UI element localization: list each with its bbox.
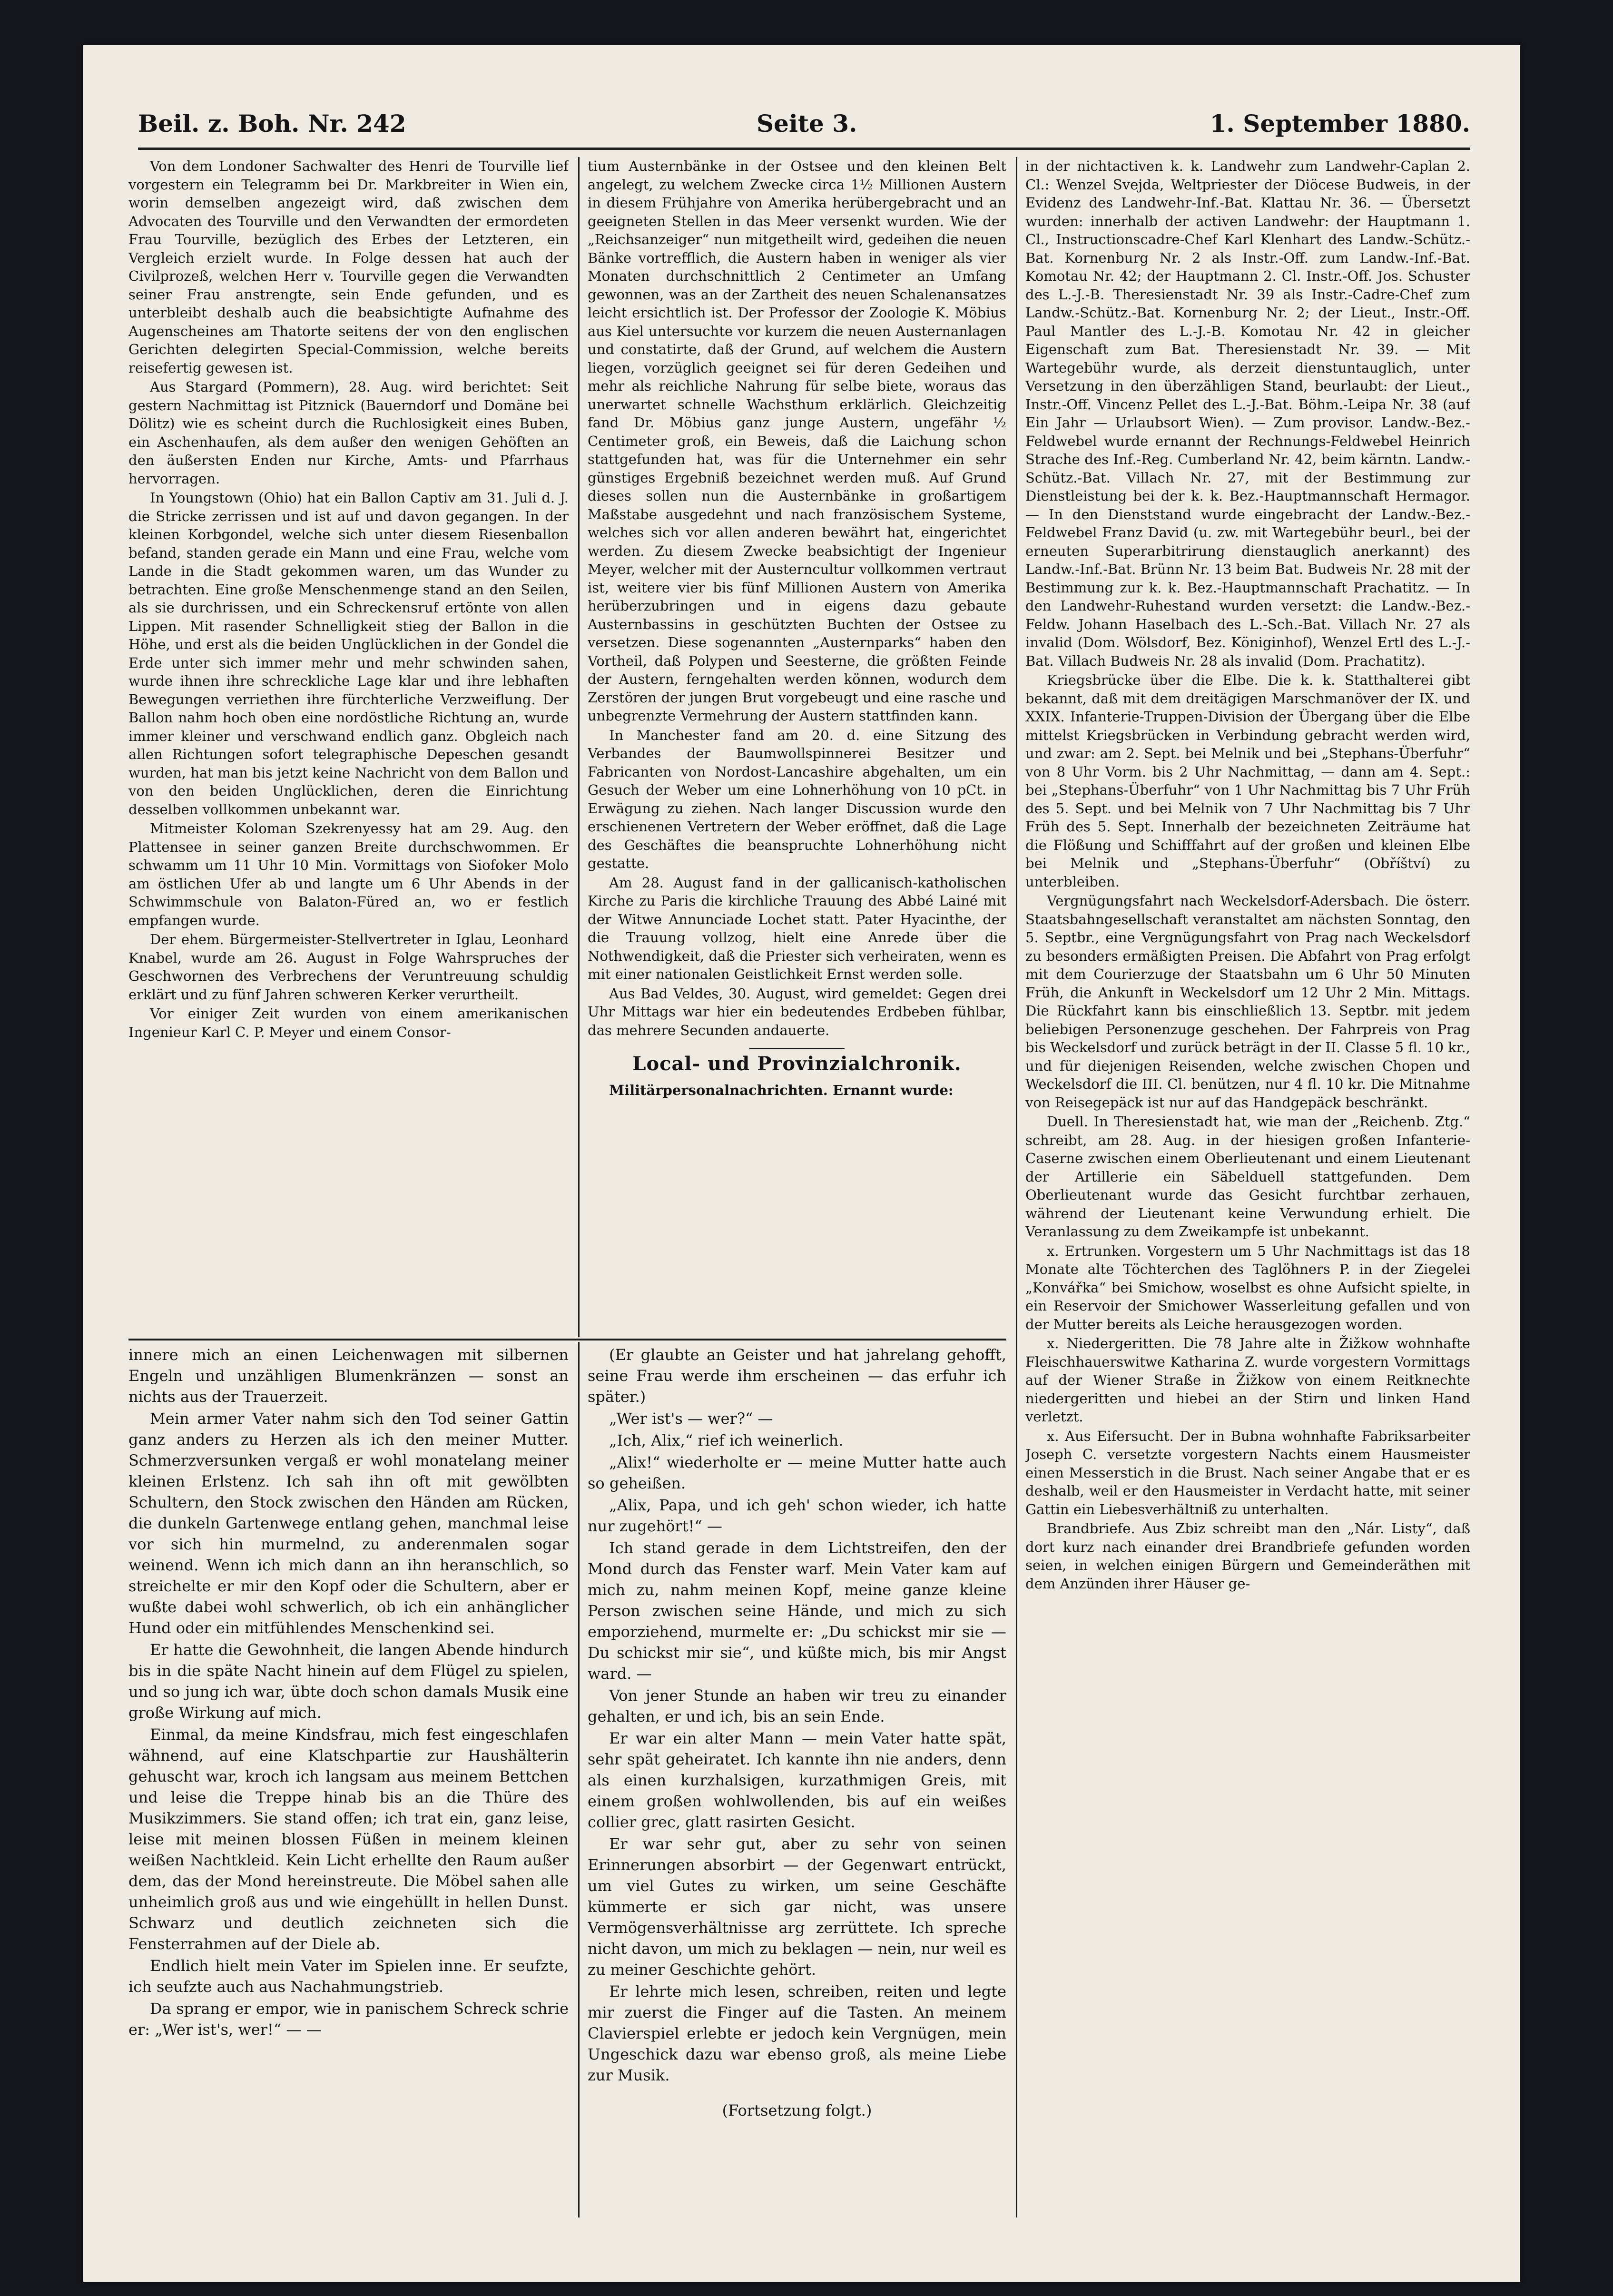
news-item-veldes: Aus Bad Veldes, 30. August, wird gemeldet: Gegen drei Uhr Mittags war hier ein bedeutendes Erdbeben fühlbar, das mehrere Secunden andauerte. xyxy=(588,985,1006,1038)
serial-paragraph: Er lehrte mich lesen, schreiben, reiten und legte mir zuerst die Finger auf die Tasten. An meinem Clavierspiel erlebte er jedoch kein Vergnügen, mein Ungeschick dazu war ebenso groß, als meine Liebe zur Musik. xyxy=(588,1982,1006,2084)
header-rule xyxy=(138,148,1470,150)
news-item-kriegsbruecke: Kriegsbrücke über die Elbe. Die k. k. Statthalterei gibt bekannt, daß mit dem dreitägigen Marschmanöver der IX. und XXIX. Infanterie-Truppen-Division der Übergang über die Elbe mittelst Kriegsbrücken in Verbindung gebracht werden wird, und zwar: am 2. Sept. bei Melnik und bei „Stephans-Überfuhr“ von 8 Uhr Vorm. bis 2 Uhr Nachmittag, — dann am 4. Sept.: bei „Stephans-Überfuhr“ von 1 Uhr Nachmittag bis 7 Uhr Früh des 5. Sept. und bei Melnik von 7 Uhr Nachmittag bis 7 Uhr Früh des 5. Sept. Innerhalb der bezeichneten Zeiträume hat die Flößung und Schifffahrt auf der großen und kleinen Elbe bei Melnik und „Stephans-Überfuhr“ (Obříštví) zu unterbleiben. xyxy=(1025,672,1470,890)
section-divider xyxy=(749,1048,845,1049)
serial-paragraph: Von jener Stunde an haben wir treu zu einander gehalten, er und ich, bis an sein Ende. xyxy=(588,1686,1006,1725)
news-item-manchester: In Manchester fand am 20. d. eine Sitzung des Verbandes der Baumwollspinnerei Besitzer und Fabricanten von Nordost-Lancashire abgehalten, um ein Gesuch der Weber um eine Lohnerhöhung von 10 pCt. in Erwägung zu ziehen. Nach langer Discussion wurde den erschienenen Vertretern der Weber eröffnet, daß die Lage des Geschäftes die beanspruchte Lohnerhöhung nicht gestatte. xyxy=(588,727,1006,871)
serial-paragraph: Mein armer Vater nahm sich den Tod seiner Gattin ganz anders zu Herzen als ich den meiner Mutter. Schmerzversunken vergaß er wohl monatelang meiner kleinen Erlstenz. Ich sah ihn oft mit gewölbten Schultern, den Stock zwischen den Händen am Rücken, die dunkeln Gartenwege entlang gehen, manchmal leise vor sich hin murmelnd, zu anderenmalen sogar weinend. Wenn ich mich dann an ihn heranschlich, so streichelte er mir den Kopf oder die Schultern, aber er wußte dabei wohl schwerlich, ob ich ein anhänglicher Hund oder ein mitfühlendes Menschenkind sei. xyxy=(128,1409,569,1637)
news-item-plattensee: Mitmeister Koloman Szekrenyessy hat am 29. Aug. den Plattensee in seiner ganzen Breite durchschwommen. Er schwamm um 11 Uhr 10 Min. Vormittags von Siofoker Molo am östlichen Ufer ab und langte um 6 Uhr Abends in der Schwimmschule von Balaton-Füred an, wo er festlich empfangen wurde. xyxy=(128,820,569,928)
news-item-austern: tium Austernbänke in der Ostsee und den kleinen Belt angelegt, zu welchem Zwecke circa 1½ Millionen Austern in diesem Frühjahre von Amerika herübergebracht und an geeigneten Stellen in das Meer versenkt wurden. Wie der „Reichsanzeiger“ nun mitgetheilt wird, gedeihen die neuen Bänke vortrefflich, die Austern haben in weniger als vier Monaten durchschnittlich 2 Centimeter an Umfang gewonnen, was an der Zartheit des neuen Schalenansatzes leicht ersichtlich ist. Der Professor der Zoologie K. Möbius aus Kiel untersuchte vor kurzem die neuen Austernanlagen und constatirte, daß der Grund, auf welchem die Austern liegen, vorzüglich geeignet sei für deren Gedeihen und mehr als reichliche Nahrung für selbe biete, woraus das unerwartet schnelle Wachsthum erklärlich. Gleichzeitig fand Dr. Möbius ganz junge Austern, ungefähr ½ Centimeter groß, ein Beweis, daß die Laichung schon stattgefunden hat, was für die Unternehmer ein sehr günstiges Ergebniß bezeichnet werden muß. Auf Grund dieses sollen nun die Austernbänke in großartigem Maßstabe ausgedehnt und nach französischem Systeme, welches sich vor allen anderen bewährt hat, eingerichtet werden. Zu diesem Zwecke beabsichtigt der Ingenieur Meyer, welcher mit der Austerncultur vollkommen vertraut ist, weitere vier bis fünf Millionen Austern von Amerika herüberzubringen und in eigens dazu gebaute Austernbassins in geschützten Buchten der Ostsee zu versetzen. Diese sogenannten „Austernparks“ haben den Vortheil, daß Polypen und Seesterne, die größten Feinde der Austern, ferngehalten werden können, wodurch dem Zerstören der jungen Brut vorgebeugt und eine rasche und unbegrenzte Vermehrung der Austern stattfinden kann. xyxy=(588,158,1006,724)
news-item-vergnuegungsfahrt: Vergnügungsfahrt nach Weckelsdorf-Adersbach. Die österr. Staatsbahngesellschaft veranstaltet am nächsten Sonntag, den 5. Septbr., eine Vergnügungsfahrt von Prag nach Weckelsdorf zu besonders ermäßigten Preisen. Die Abfahrt von Prag erfolgt mit dem Courierzuge der Staatsbahn um 6 Uhr 50 Minuten Früh, die Ankunft in Weckelsdorf um 12 Uhr 2 Min. Mittags. Die Rückfahrt kann bis einschließlich 13. Septbr. mit jedem beliebigen Personenzuge geschehen. Der Fahrpreis von Prag bis Weckelsdorf und zurück beträgt in der II. Classe 5 fl. 10 kr., und für diejenigen Reisenden, welche zwischen Chopen und Weckelsdorf die III. Cl. benützen, nur 4 fl. 10 kr. Die Mitnahme von Reisegepäck ist nur auf das Handgepäck beschränkt. xyxy=(1025,893,1470,1111)
news-item-eifersucht: x. Aus Eifersucht. Der in Bubna wohnhafte Fabriksarbeiter Joseph C. versetzte vorgestern Nachts einem Hausmeister einen Messerstich in die Brust. Nach seiner Angabe that er es deshalb, weil er den Hausmeister in Verdacht hatte, mit seiner Gattin ein Liebesverhältniß zu unterhalten. xyxy=(1025,1428,1470,1518)
continuation-note: (Fortsetzung folgt.) xyxy=(722,2101,872,2119)
news-item-austern-start: Vor einiger Zeit wurden von einem amerikanischen Ingenieur Karl C. P. Meyer und einem Consor- xyxy=(128,1005,569,1040)
news-item-duell: Duell. In Theresienstadt hat, wie man der „Reichenb. Ztg.“ schreibt, am 28. Aug. in der hiesigen großen Infanterie-Caserne zwischen einem Oberlieutenant und einem Lieutenant der Artillerie ein Säbelduell stattgefunden. Dem Oberlieutenant wurde das Gesicht furchtbar zerhauen, während der Lieutenant keine Verwundung erhielt. Die Veranlassung zu dem Zweikampfe ist unbekannt. xyxy=(1025,1114,1470,1240)
serial-paragraph: „Alix!“ wiederholte er — meine Mutter hatte auch so geheißen. xyxy=(588,1453,1006,1492)
serial-paragraph: Da sprang er empor, wie in panischem Schreck schrie er: „Wer ist's, wer!“ — — xyxy=(128,2000,569,2039)
feuilleton-left xyxy=(128,1344,569,2215)
serial-paragraph: „Ich, Alix,“ rief ich weinerlich. xyxy=(609,1431,844,1449)
serial-paragraph: Er war sehr gut, aber zu sehr von seinen Erinnerungen absorbirt — der Gegenwart entrückt, um viel Gutes zu wirken, um seine Geschäfte kümmerte er sich gar nicht, was unsere Vermögensverhältnisse arg zerrüttete. Ich spreche nicht davon, um mich zu beklagen — nein, nur weil es zu meiner Geschichte gehört. xyxy=(588,1835,1006,1979)
page-header xyxy=(138,74,1470,155)
issue-date: 1. September 1880. xyxy=(1210,109,1470,138)
feuilleton-middle xyxy=(588,1344,1006,2215)
news-item-iglau: Der ehem. Bürgermeister-Stellvertreter in Iglau, Leonhard Knabel, wurde am 26. August in Folge Wahrspruches der Geschwornen des Verbrechens der Veruntreuung schuldig erklärt und zu fünf Jahren schweren Kerker verurtheilt. xyxy=(128,931,569,1003)
serial-paragraph: Ich stand gerade in dem Lichtstreifen, den der Mond durch das Fenster warf. Mein Vater kam auf mich zu, nahm meinen Kopf, meine ganze kleine Person zwischen seine Hände, und mich zu sich emporziehend, murmelte er: „Du schickst mir sie — Du schickst mir sie“, und küßte mich, bis mir Angst ward. — xyxy=(588,1539,1006,1683)
news-item-brandbriefe: Brandbriefe. Aus Zbiz schreibt man den „Nár. Listy“, daß dort kurz nach einander drei Brandbriefe gefunden worden seien, in welchen einigen Bürgern und Gemeinderäthen mit dem Anzünden ihrer Häuser ge- xyxy=(1025,1520,1470,1592)
page-number: Seite 3. xyxy=(757,109,857,138)
serial-paragraph: „Alix, Papa, und ich geh' schon wieder, ich hatte nur zugehört!“ — xyxy=(588,1496,1006,1535)
serial-paragraph: (Er glaubte an Geister und hat jahrelang gehofft, seine Frau werde ihm erscheinen — das erfuhr ich später.) xyxy=(588,1346,1006,1406)
feuilleton-column-divider xyxy=(578,1342,580,2217)
serial-paragraph: Einmal, da meine Kindsfrau, mich fest eingeschlafen wähnend, auf eine Klatschpartie zur Haushälterin gehuscht war, kroch ich langsam aus meinem Bettchen und leise die Treppe hinab bis an die Thüre des Musikzimmers. Sie stand offen; ich trat ein, ganz leise, leise mit meinen blossen Füßen in meinem kleinen weißen Nachtkleid. Kein Licht erhellte den Raum außer dem, das der Mond hereinstreute. Die Möbel sahen alle unheimlich groß aus und wie eingehüllt in hellen Dunst. Schwarz und deutlich zeichneten sich die Fensterrahmen auf der Diele ab. xyxy=(128,1725,569,1953)
column-divider xyxy=(1016,157,1017,2217)
newspaper-page xyxy=(83,45,1520,2282)
serial-paragraph: „Wer ist's — wer?“ — xyxy=(609,1409,773,1428)
news-item-ertrunken: x. Ertrunken. Vorgestern um 5 Uhr Nachmittags ist das 18 Monate alte Töchterchen des Taglöhners P. in der Ziegelei „Konvářka“ bei Smichow, woselbst es ohne Aufsicht spielte, in ein Reservoir der Smichower Wasserleitung gefallen und von der Mutter bereits als Leiche herausgezogen worden. xyxy=(1025,1242,1470,1332)
news-column-3 xyxy=(1025,157,1470,2217)
news-item-youngstown-balloon: In Youngstown (Ohio) hat ein Ballon Captiv am 31. Juli d. J. die Stricke zerrissen und ist auf und davon gegangen. In der kleinen Korbgondel, welche sich unter diesem Riesenballon befand, standen gerade ein Mann und eine Frau, welche vom Lande in die Stadt gekommen waren, um das Wunder zu betrachten. Eine große Menschenmenge stand an den Seilen, als sie durchrissen, und ein Schreckensruf ertönte von allen Lippen. Mit rasender Schnelligkeit stieg der Ballon in die Höhe, und erst als die beiden Unglücklichen in der Gondel die Erde unter sich immer mehr und mehr schwinden sahen, wurde ihnen ihre schreckliche Lage klar und ihre lebhaften Bewegungen verriethen ihre fürchterliche Verzweiflung. Der Ballon nahm hoch oben eine nordöstliche Richtung an, wurde immer kleiner und verschwand endlich ganz. Obgleich nach allen Richtungen sofort telegraphische Depeschen gesandt wurden, hat man bis jetzt keine Nachricht von dem Ballon und von den beiden Unglücklichen, deren die Einrichtung desselben vollkommen unbekannt war. xyxy=(128,490,569,818)
serial-paragraph: Er hatte die Gewohnheit, die langen Abende hindurch bis in die späte Nacht hinein auf dem Flügel zu spielen, und so jung ich war, übte doch schon damals Musik eine große Wirkung auf mich. xyxy=(128,1641,569,1722)
news-column-2 xyxy=(588,157,1006,1332)
news-item-stargard: Aus Stargard (Pommern), 28. Aug. wird berichtet: Seit gestern Nachmittag ist Pitznick (Bauerndorf und Domäne bei Dölitz) wie es scheint durch die Ruchlosigkeit eines Buben, ein Aschenhaufen, als dem außer den wenigen Gehöften an den äußersten Enden nur Kirche, Amts- und Pfarrhaus hervorragen. xyxy=(128,379,569,487)
news-item-paris-wedding: Am 28. August fand in der gallicanisch-katholischen Kirche zu Paris die kirchliche Trauung des Abbé Lainé mit der Witwe Annunciade Lochet statt. Pater Hyacinthe, der die Trauung vollzog, hielt eine Anrede über die Nothwendigkeit, daß die Priester sich verheiraten, wenn es mit einer nationalen Geistlichkeit Ernst werden solle. xyxy=(588,874,1006,982)
serial-paragraph: innere mich an einen Leichenwagen mit silbernen Engeln und unzähligen Blumenkränzen — sonst an nichts aus der Trauerzeit. xyxy=(128,1346,569,1406)
supplement-number: Beil. z. Boh. Nr. 242 xyxy=(138,109,406,138)
news-item-tourville: Von dem Londoner Sachwalter des Henri de Tourville lief vorgestern ein Telegramm bei Dr. Markbreiter in Wien ein, worin demselben angezeigt wird, daß zwischen dem Advocaten des Tourville und den Verwandten der ermordeten Frau Tourville, bezüglich des Erbes der Letzteren, ein Vergleich erzielt wurde. In Folge dessen hat auch der Civilprozeß, welchen Herr v. Tourville gegen die Verwandten seiner Frau anstrengte, sein Ende gefunden, und es unterbleibt deshalb auch die beabsichtigte Aufnahme des Augenscheines am Thatorte seitens der von den englischen Gerichten delegirten Special-Commission, welche bereits reisefertig gewesen ist. xyxy=(128,158,569,376)
section-title: Local- und Provinzialchronik. xyxy=(632,1053,962,1075)
serial-paragraph: Endlich hielt mein Vater im Spielen inne. Er seufzte, ich seufzte auch aus Nachahmungstrieb. xyxy=(128,1957,569,1996)
news-column-1 xyxy=(128,157,569,1318)
military-news-intro: Militärpersonalnachrichten. Ernannt wurde: xyxy=(609,1082,954,1098)
feuilleton-rule xyxy=(128,1339,1006,1340)
military-personnel-news: in der nichtactiven k. k. Landwehr zum Landwehr-Caplan 2. Cl.: Wenzel Svejda, Weltpriester der Diöcese Budweis, in der Evidenz des Landwehr-Inf.-Bat. Klattau Nr. 36. — Übersetzt wurden: innerhalb der activen Landwehr: der Hauptmann 1. Cl., Instructionscadre-Chef Karl Klenhart des Landw.-Schütz.-Bat. Kornenburg Nr. 2 als Instr.-Off. zum Landw.-Inf.-Bat. Komotau Nr. 42; der Hauptmann 2. Cl. Instr.-Off. Jos. Schuster des L.-J.-B. Theresienstadt Nr. 39 als Instr.-Cadre-Chef zum Landw.-Schütz.-Bat. Kornenburg Nr. 2; der Lieut., Instr.-Off. Paul Mantler des L.-J.-B. Komotau Nr. 42 in gleicher Eigenschaft zum Bat. Theresienstadt Nr. 39. — Mit Wartegebühr wurde, als derzeit dienstuntauglich, unter Versetzung in den überzähligen Stand, beurlaubt: der Lieut., Instr.-Off. Vincenz Pellet des L.-J.-Bat. Böhm.-Leipa Nr. 38 (auf Ein Jahr — Urlaubsort Wien). — Zum provisor. Landw.-Bez.-Feldwebel wurde ernannt der Rechnungs-Feldwebel Heinrich Strache des Inf.-Reg. Cumberland Nr. 42, beim kärntn. Landw.-Schütz.-Bat. Villach Nr. 27, mit der Bestimmung zur Dienstleistung bei der k. k. Bez.-Hauptmannschaft Hermagor. — In den Dienststand wurde eingebracht der Landw.-Bez.-Feldwebel Franz David (u. zw. mit Wartegebühr beurl., bei der erneuten Superarbitrirung dienstauglich anerkannt) des Landw.-Inf.-Bat. Brünn Nr. 13 beim Bat. Budweis Nr. 28 mit der Bestimmung zur k. k. Bez.-Hauptmannschaft Prachatitz. — In den Landwehr-Ruhestand wurden versetzt: die Landw.-Bez.-Feldw. Johann Haselbach des L.-Sch.-Bat. Villach Nr. 27 als invalid (Dom. Wölsdorf, Bez. Königinhof), Wenzel Ertl des L.-J.-Bat. Villach Budweis Nr. 28 als invalid (Dom. Prachatitz). xyxy=(1025,158,1470,669)
news-item-niedergeritten: x. Niedergeritten. Die 78 Jahre alte in Žižkow wohnhafte Fleischhauerswitwe Katharina Z. wurde vorgestern Vormittags auf der Wiener Straße in Žižkow von einem Reitknechte niedergeritten und hiebei an der Stirn und linken Hand verletzt. xyxy=(1025,1335,1470,1425)
serial-paragraph: Er war ein alter Mann — mein Vater hatte spät, sehr spät geheiratet. Ich kannte ihn nie anders, denn als einen kurzhalsigen, kurzathmigen Greis, mit einem großen wohlwollenden, bis auf ein weißes collier grec, glatt rasirten Gesicht. xyxy=(588,1729,1006,1831)
column-divider xyxy=(578,157,580,1337)
